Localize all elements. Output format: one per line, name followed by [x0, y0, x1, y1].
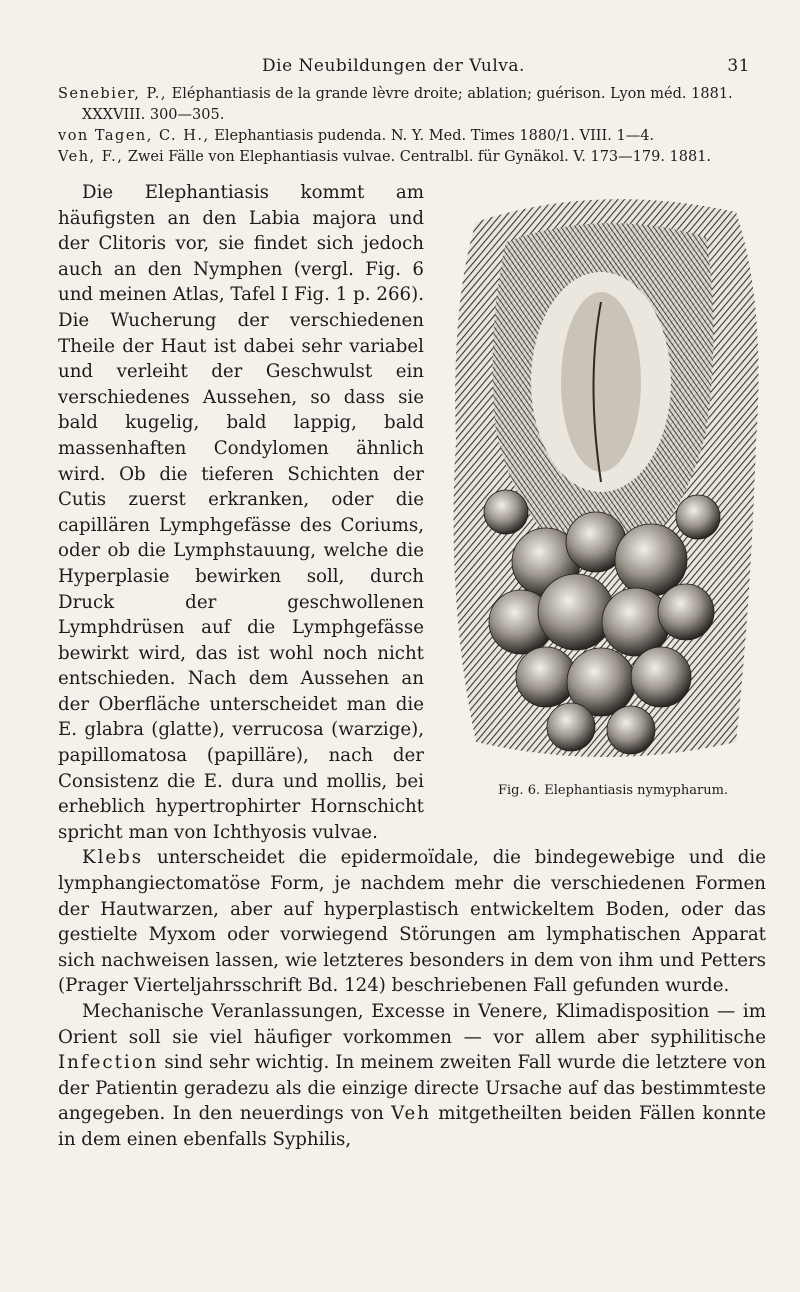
- figure-6: [436, 182, 766, 802]
- paragraph-3-text-a: Mechanische Veranlassungen, Excesse in Venere, Klimadisposition — im Orient soll sie viel häufiger vorkommen — vor allem aber syphilitische: [58, 1001, 766, 1048]
- page-number: 31: [727, 56, 750, 76]
- reference-list: [58, 84, 758, 168]
- reference-author: Veh, F.,: [58, 149, 124, 165]
- reference-text: Elephantiasis pudenda. N. Y. Med. Times 1880/1. VIII. 1—4.: [209, 128, 655, 144]
- reference-item: [58, 84, 758, 126]
- figure-caption: Fig. 6. Elephantiasis nymypharum.: [497, 783, 729, 798]
- paragraph-2: [58, 845, 766, 999]
- reference-text: Eléphantiasis de la grande lèvre droite; ablation; guérison. Lyon méd. 1881. XXXVIII. 300—305.: [82, 86, 733, 123]
- paragraph-3: [58, 999, 766, 1153]
- reference-author: Senebier, P.,: [58, 86, 168, 102]
- elephantiasis-illustration: [436, 182, 766, 772]
- paragraph-2-text: unterscheidet die epidermoïdale, die bindegewebige und die lymphangiectomatöse Form, je nachdem mehr die verschiedenen Formen der Hautwarzen, aber auf hyperplastisch entwickeltem Boden, oder das gestielte Myxom oder vorwiegend Störungen am lymphatischen Apparat sich nachweisen lassen, wie letzteres besonders in dem von ihm und Petters (Prager Vierteljahrsschrift Bd. 124) beschriebenen Fall gefunden wurde.: [58, 847, 766, 997]
- paragraph-3-text-b: sind sehr wichtig. In meinem zweiten Fall wurde die letztere von der Patientin geradezu als die einzige directe Ursache auf das bestimmteste angegeben. In den neuerdings von: [58, 1052, 766, 1125]
- running-head: [0, 56, 800, 80]
- paragraph-1: [58, 180, 766, 845]
- reference-item: [58, 147, 758, 168]
- reference-item: [58, 126, 758, 147]
- term-infection: Infection: [58, 1052, 159, 1074]
- reference-text: Zwei Fälle von Elephantiasis vulvae. Centralbl. für Gynäkol. V. 173—179. 1881.: [123, 149, 712, 165]
- body-text: [58, 180, 766, 1153]
- author-name-veh: Veh: [391, 1103, 432, 1125]
- author-name-klebs: Klebs: [82, 847, 144, 869]
- paragraph-3-text-c: mitgetheilten beiden Fällen konnte in dem einen ebenfalls Syphilis,: [58, 1103, 766, 1150]
- paragraph-1-text: Die Elephantiasis kommt am häufigsten an den Labia majora und der Clitoris vor, sie findet sich jedoch auch an den Nymphen (vergl. Fig. 6 und meinen Atlas, Tafel I Fig. 1 p. 266). Die Wucherung der verschiedenen Theile der Haut ist dabei sehr variabel und verleiht der Geschwulst ein verschiedenes Aussehen, so dass sie bald kugelig, bald lappig, bald massenhaften Condylomen ähnlich wird. Ob die tieferen Schichten der Cutis zuerst erkranken, oder die capillären Lymphgefässe des Coriums, oder ob die Lymphstauung, welche die Hyperplasie bewirken soll, durch Druck der geschwollenen Lymphdrüsen auf die Lymphgefässe bewirkt wird, das ist wohl noch nicht entschieden. Nach dem Aussehen an der Oberfläche unterscheidet man die E. glabra (glatte), verrucosa (warzige), papillomatosa (papilläre), nach der Consistenz die E. dura und mollis, bei erheblich hypertrophirter Hornschicht spricht man von Ichthyosis vulvae.: [58, 182, 424, 843]
- reference-author: von Tagen, C. H.,: [58, 128, 210, 144]
- running-head-title: Die Neubildungen der Vulva.: [262, 56, 525, 76]
